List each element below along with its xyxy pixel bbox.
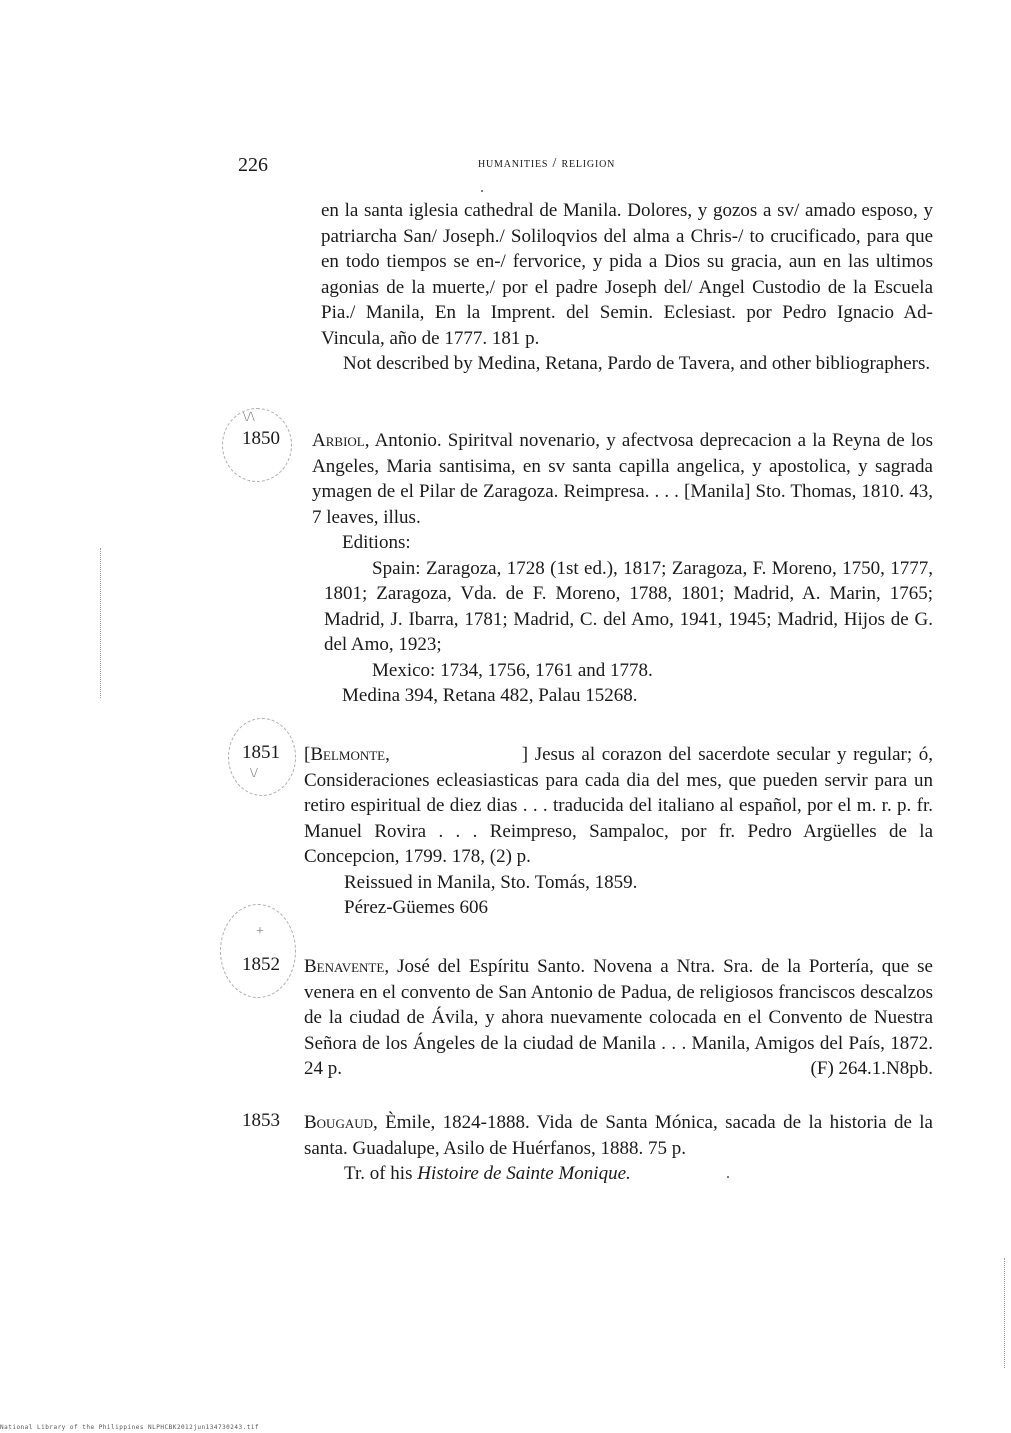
bracket-close: , ] [385, 744, 529, 765]
bracket-open: [ [304, 744, 311, 765]
page-number: 226 [238, 154, 268, 176]
scan-artifact [481, 190, 483, 192]
entry-references: Pérez-Güemes 606 [344, 897, 489, 918]
entry-description: Jesus al corazon del sacerdote secular y regular; ó, Consideraciones ecleasiasticas para cada dia del mes, que pueden servir para un retiro espiritual de diez dias . . . traducida del italiano al español, por el m. r. p. fr. Manuel Rovira . . . Reimpreso, Sampaloc, por fr. Pedro Argüelles de la Concepcion, 1799. 178, (2) p. [304, 744, 933, 867]
entry-1850 [312, 428, 933, 709]
stamp-mark-icon: \/ [250, 766, 258, 781]
entry-author: Arbiol [312, 430, 365, 451]
stamp-mark-icon: + [256, 924, 264, 939]
call-number: (F) 264.1.N8pb. [810, 1058, 933, 1079]
entry-description: , Antonio. Spiritval novenario, y afectvosa deprecacion a la Reyna de los Angeles, Maria santisima, en sv santa capilla angelica, y apostolica, y sagrada ymagen de el Pilar de Zaragoza. Reimpresa. . . . [Manila] Sto. Thomas, 1810. 43, 7 leaves, illus. [312, 430, 933, 528]
entry-body [312, 428, 933, 530]
continuation-entry [321, 198, 933, 377]
entry-references: Medina 394, Retana 482, Palau 15268. [342, 685, 638, 706]
continuation-text: en la santa iglesia cathedral de Manila. Dolores, y gozos a sv/ amado esposo, y patriarcha San/ Joseph./ Soliloqvios del alma a Chris-/ to crucificado, para que en todo tiempos se en-/ fervorice, y pida a Dios su gracia, aun en las ultimos agonias de la muerte,/ por el padre Joseph del/ Angel Custodio de la Escuela Pia./ Manila, En la Imprent. del Semin. Eclesiast. por Pedro Ignacio Ad-Vincula, año de 1777. 181 p. [321, 200, 933, 349]
entry-1852 [304, 954, 933, 1082]
editions-mexico: Mexico: 1734, 1756, 1761 and 1778. [372, 659, 653, 681]
entry-author: Benavente [304, 956, 385, 977]
entry-author: Belmonte [310, 744, 386, 765]
entry-body [304, 1110, 933, 1161]
entry-note [304, 1161, 933, 1187]
entry-number: 1850 [242, 428, 280, 449]
entry-number: 1852 [242, 954, 280, 975]
original-title: Histoire de Sainte Monique. [417, 1163, 631, 1184]
stamp-mark-icon: \/\ [243, 410, 255, 425]
entry-description: , José del Espíritu Santo. Novena a Ntra. Sra. de la Portería, que se venera en el convento de San Antonio de Padua, de religiosos franciscos descalzos de la ciudad de Ávila, y ahora nuevamente colocada en el Convento de Nuestra Señora de los Ángeles de la ciudad de Manila . . . Manila, Amigos del País, 1872. 24 p. [304, 956, 933, 1079]
entry-number: 1851 [242, 742, 280, 763]
entry-body [304, 954, 933, 1082]
running-head: humanities / religion [478, 156, 616, 171]
entry-author: Bougaud [304, 1112, 374, 1133]
scan-footer: National Library of the Philippines NLPHCBK2012jun134730243.tif [0, 1424, 260, 1431]
entry-body [304, 742, 933, 870]
scan-artifact [727, 1176, 729, 1178]
continuation-note: Not described by Medina, Retana, Pardo de Tavera, and other bibliographers. [343, 353, 931, 374]
entry-1851 [304, 742, 933, 921]
entry-description: , Èmile, 1824-1888. Vida de Santa Mónica, sacada de la historia de la santa. Guadalupe, Asilo de Huérfanos, 1888. 75 p. [304, 1112, 933, 1159]
entry-note: Reissued in Manila, Sto. Tomás, 1859. [344, 871, 638, 893]
scan-artifact [100, 548, 101, 698]
library-stamp [220, 904, 296, 998]
scan-artifact [1004, 1258, 1005, 1368]
editions-spain: Spain: Zaragoza, 1728 (1st ed.), 1817; Zaragoza, F. Moreno, 1750, 1777, 1801; Zaragoza, Vda. de F. Moreno, 1788, 1801; Madrid, A. Marin, 1765; Madrid, J. Ibarra, 1781; Madrid, C. del Amo, 1941, 1945; Madrid, Hijos de G. del Amo, 1923; [324, 557, 933, 655]
note-prefix: Tr. of his [344, 1163, 418, 1184]
entry-1853 [304, 1110, 933, 1187]
editions-label: Editions: [342, 532, 411, 553]
entry-number: 1853 [242, 1110, 280, 1131]
